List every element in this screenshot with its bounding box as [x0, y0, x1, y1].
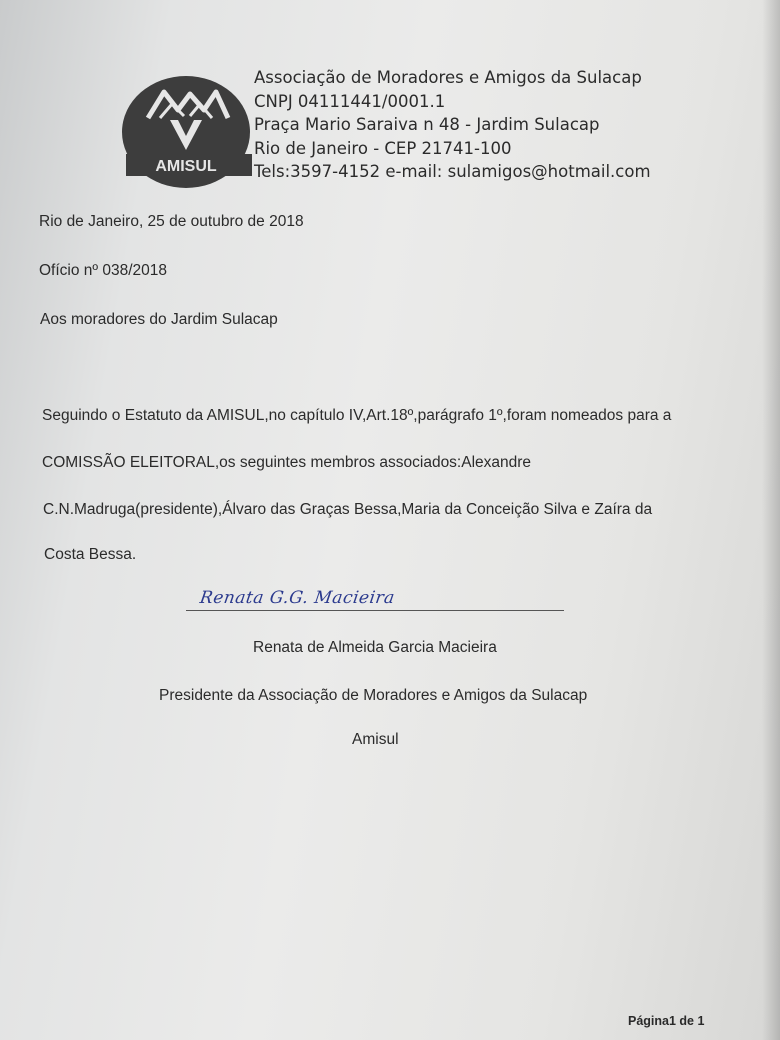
page-number: Página1 de 1 — [628, 1014, 705, 1028]
addressee: Aos moradores do Jardim Sulacap — [40, 311, 278, 328]
amisul-logo — [120, 74, 252, 190]
letterhead — [254, 66, 651, 184]
date-line: Rio de Janeiro, 25 de outubro de 2018 — [39, 213, 304, 230]
handwritten-signature: Renata G.G. Macieira — [198, 588, 397, 608]
association-name: Associação de Moradores e Amigos da Sulacap — [254, 68, 642, 87]
page-edge-shadow — [762, 0, 780, 1040]
body-line: C.N.Madruga(presidente),Álvaro das Graças Bessa,Maria da Conceição Silva e Zaíra da — [43, 501, 653, 518]
city-cep: Rio de Janeiro - CEP 21741-100 — [254, 138, 512, 158]
address: Praça Mario Saraiva n 48 - Jardim Sulacap — [254, 115, 600, 134]
signer-name: Renata de Almeida Garcia Macieira — [253, 639, 497, 656]
oficio-number: Ofício nº 038/2018 — [39, 262, 168, 279]
body-line: COMISSÃO ELEITORAL,os seguintes membros associados:Alexandre — [42, 454, 532, 471]
body-line: Costa Bessa. — [44, 546, 137, 563]
cnpj: CNPJ 04111441/0001.1 — [254, 91, 446, 111]
signer-title: Presidente da Associação de Moradores e Amigos da Sulacap — [159, 687, 588, 704]
signature-line — [186, 610, 564, 611]
logo-text: AMISUL — [155, 158, 217, 175]
body-line: Seguindo o Estatuto da AMISUL,no capítulo IV,Art.18º,parágrafo 1º,foram nomeados para a — [42, 407, 672, 424]
contact: Tels:3597-4152 e-mail: sulamigos@hotmail.com — [254, 162, 651, 181]
signer-org: Amisul — [352, 731, 399, 748]
